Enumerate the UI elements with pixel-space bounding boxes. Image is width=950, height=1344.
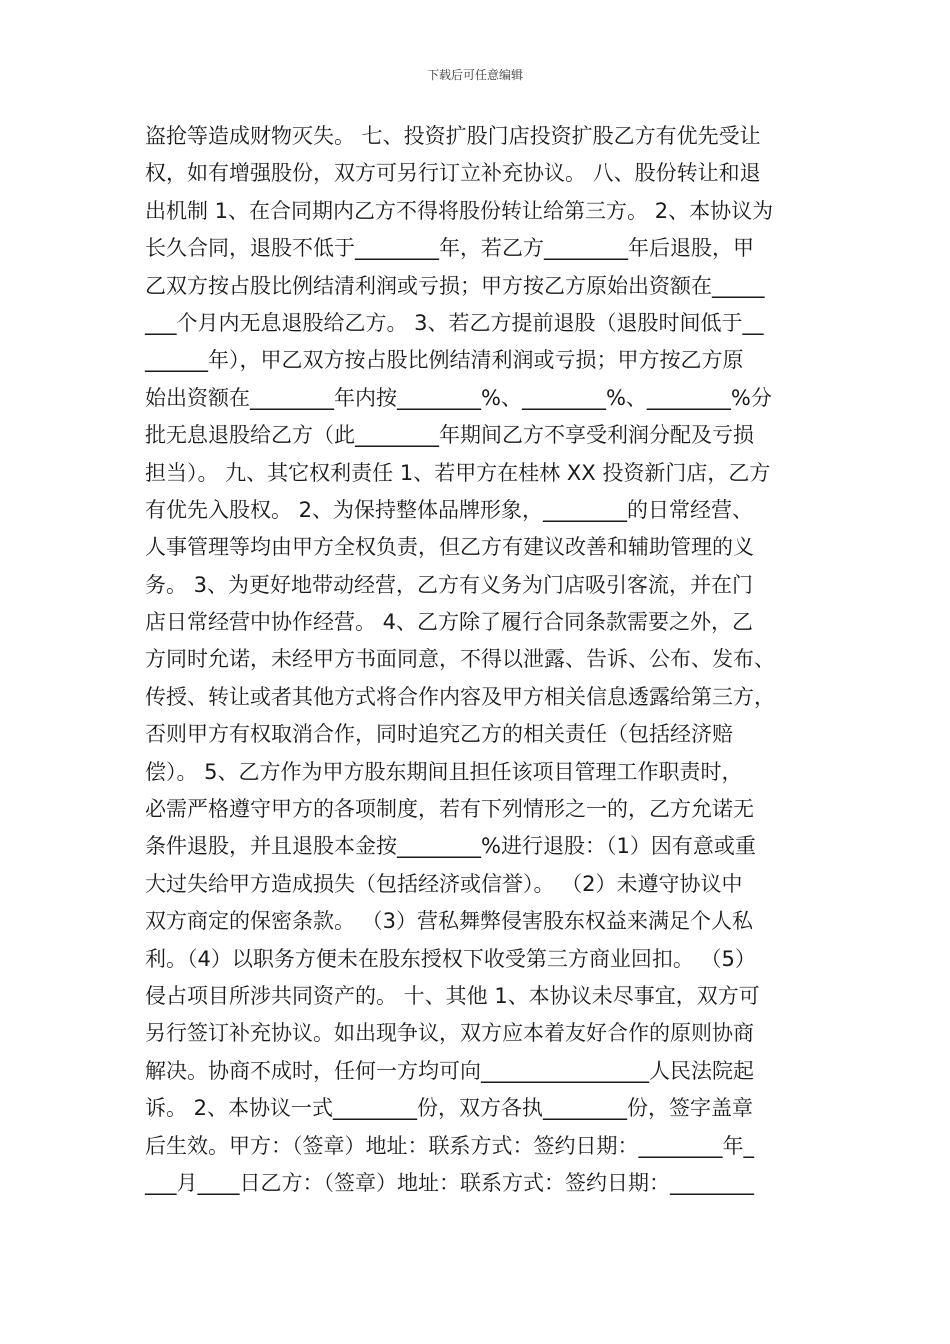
- text-line: ______年），甲乙双方按占股比例结清利润或亏损；甲方按乙方原: [145, 348, 744, 373]
- text-line: 偿）。 5、乙方作为甲方股东期间且担任该项目管理工作职责时，: [145, 759, 743, 784]
- text-line: 批无息退股给乙方（此________年期间乙方不享受利润分配及亏损: [145, 423, 754, 448]
- text-line: 乙双方按占股比例结清利润或亏损；甲方按乙方原始出资额在_____: [145, 273, 765, 298]
- text-line: ___个月内无息退股给乙方。 3、若乙方提前退股（退股时间低于__: [145, 310, 764, 335]
- text-line: 侵占项目所涉共同资产的。 十、其他 1、本协议未尽事宜，双方可: [145, 983, 760, 1008]
- text-line: 权，如有增强股份，双方可另行订立补充协议。 八、股份转让和退: [145, 161, 761, 186]
- text-line: 方同时允诺，未经甲方书面同意，不得以泄露、告诉、公布、发布、: [145, 647, 775, 672]
- text-line: 双方商定的保密条款。 （3）营私舞弊侵害股东权益来满足个人私: [145, 909, 754, 934]
- text-line: 条件退股，并且退股本金按________%进行退股：（1）因有意或重: [145, 834, 756, 859]
- document-body: [145, 118, 810, 1202]
- text-line: 后生效。甲方：（签章）地址：联系方式：签约日期：________年_: [145, 1133, 754, 1158]
- text-line: 解决。协商不成时，任何一方均可向________________人民法院起: [145, 1058, 754, 1083]
- text-line: 有优先入股权。 2、为保持整体品牌形象，________的日常经营、: [145, 497, 754, 522]
- text-line: 传授、转让或者其他方式将合作内容及甲方相关信息透露给第三方，: [145, 684, 775, 709]
- page-header-note: 下载后可任意编辑: [426, 68, 523, 82]
- text-line: 务。 3、为更好地带动经营，乙方有义务为门店吸引客流，并在门: [145, 572, 754, 597]
- text-line: 担当）。 九、其它权利责任 1、若甲方在桂林 XX 投资新门店，乙方: [145, 460, 771, 485]
- text-line: 诉。 2、本协议一式________份，双方各执________份，签字盖章: [145, 1096, 754, 1121]
- text-line: 另行签订补充协议。如出现争议，双方应本着友好合作的原则协商: [145, 1021, 754, 1046]
- text-line: 盗抢等造成财物灭失。 七、投资扩股门店投资扩股乙方有优先受让: [145, 124, 761, 148]
- text-line: 必需严格遵守甲方的各项制度，若有下列情形之一的，乙方允诺无: [145, 797, 754, 822]
- text-line: 利。（4）以职务方便未在股东授权下收受第三方商业回扣。 （5）: [145, 946, 756, 971]
- text-line: 否则甲方有权取消合作，同时追究乙方的相关责任（包括经济赔: [145, 722, 733, 747]
- text-line: ___月____日乙方：（签章）地址：联系方式：签约日期：________: [145, 1170, 754, 1195]
- text-line: 出机制 1、在合同期内乙方不得将股份转让给第三方。 2、本协议为: [145, 198, 774, 223]
- text-line: 大过失给甲方造成损失（包括经济或信誉）。 （2）未遵守协议中: [145, 871, 743, 896]
- text-line: 长久合同，退股不低于________年，若乙方________年后退股，甲: [145, 236, 754, 261]
- text-line: 店日常经营中协作经营。 4、乙方除了履行合同条款需要之外，乙: [145, 610, 754, 635]
- text-line: 人事管理等均由甲方全权负责，但乙方有建议改善和辅助管理的义: [145, 535, 754, 560]
- text-line: 始出资额在________年内按________%、________%、________%分: [145, 385, 772, 410]
